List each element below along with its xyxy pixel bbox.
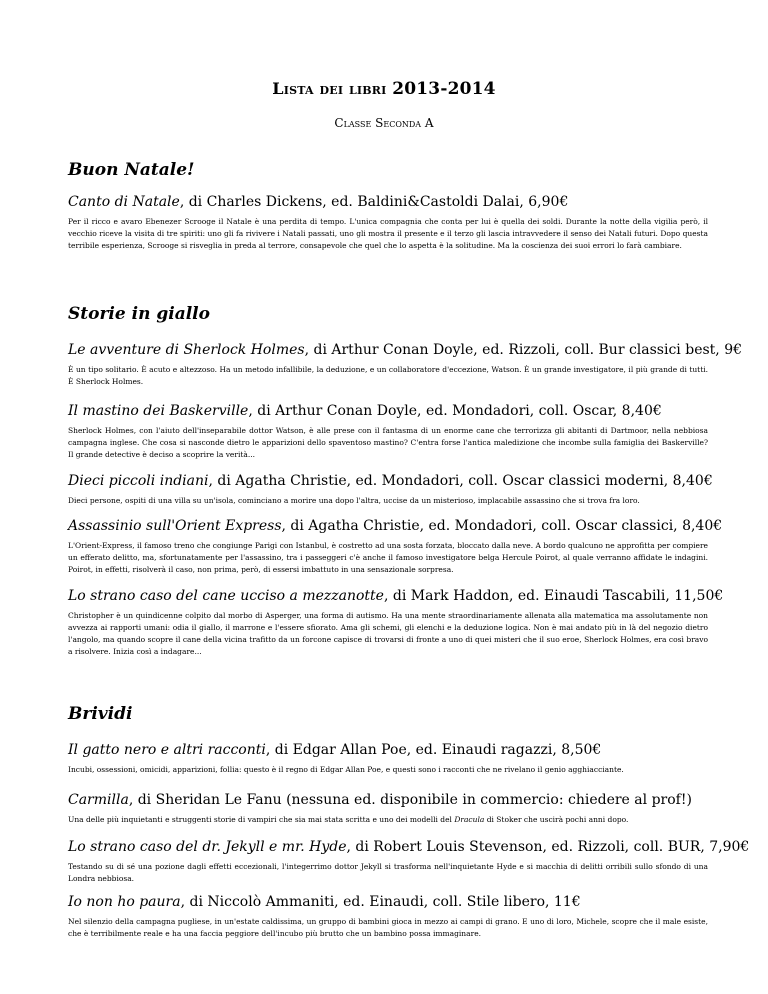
book-details: , di Robert Louis Stevenson, ed. Rizzoli, coll. BUR, 7,90€ xyxy=(346,839,750,855)
book-title-line xyxy=(68,193,708,211)
document-title xyxy=(0,79,768,99)
section-heading-storie-in-giallo: Storie in giallo xyxy=(68,304,210,324)
book-title: Carmilla xyxy=(68,792,129,808)
book-entry xyxy=(68,402,708,461)
book-details: , di Charles Dickens, ed. Baldini&Castoldi Dalai, 6,90€ xyxy=(179,194,569,210)
document-subtitle: Classe Seconda A xyxy=(334,116,434,130)
book-title-line xyxy=(68,741,708,759)
book-description: Christopher è un quindicenne colpito dal morbo di Asperger, una forma di autismo. Ha una mente straordinariamente allenata alla matematica ma assolutamente non avvezza ai rapporti umani: odia il giallo, il marrone e l'essere sfiorato. Ama gli schemi, gli elenchi e la deduzione logica. Non è mai andato più in là del negozio dietro l'angolo, ma quando scopre il cane della vicina trafitto da un forcone capisce di trovarsi di fronte a uno di quei misteri che il suo eroe, Sherlock Holmes, era così bravo a risolvere. Inizia così a indagare... xyxy=(68,611,708,656)
book-entry xyxy=(68,341,743,388)
book-entry xyxy=(68,893,708,940)
book-description: Sherlock Holmes, con l'aiuto dell'inseparabile dottor Watson, è alle prese con il fantasma di un enorme cane che terrorizza gli abitanti di Dartmoor, nella nebbiosa campagna inglese. Che cosa si nasconde dietro le apparizioni dello spaventoso mastino? C'entra forse l'antica maledizione che incombe sulla famiglia dei Baskerville? Il grande detective è deciso a scoprire la verità... xyxy=(68,426,708,459)
book-description: Incubi, ossessioni, omicidi, apparizioni, follia: questo è il regno di Edgar Allan Poe, e questi sono i racconti che ne rivelano il genio agghiacciante. xyxy=(68,765,624,774)
book-title-line xyxy=(68,838,750,856)
book-title-line xyxy=(68,472,713,490)
book-title-line xyxy=(68,402,708,420)
book-title: Lo strano caso del cane ucciso a mezzanotte xyxy=(68,588,384,604)
book-entry xyxy=(68,472,713,507)
book-description: Dieci persone, ospiti di una villa su un'isola, cominciano a morire una dopo l'altra, uccise da un misterioso, implacabile assassino che si trova fra loro. xyxy=(68,496,640,505)
book-entry xyxy=(68,791,708,826)
book-entry xyxy=(68,193,708,252)
document-title-text: Lista dei libri xyxy=(272,79,387,98)
book-title: Assassinio sull'Orient Express xyxy=(68,518,282,534)
book-details: , di Edgar Allan Poe, ed. Einaudi ragazzi, 8,50€ xyxy=(265,742,602,758)
book-title: Io non ho paura xyxy=(68,894,181,910)
book-details: , di Niccolò Ammaniti, ed. Einaudi, coll. Stile libero, 11€ xyxy=(180,894,581,910)
book-details: , di Arthur Conan Doyle, ed. Mondadori, coll. Oscar, 8,40€ xyxy=(248,403,662,419)
section-heading-buon-natale: Buon Natale! xyxy=(68,160,195,180)
book-description-text: di Stoker che uscirà pochi anni dopo. xyxy=(484,815,629,824)
book-title: Dieci piccoli indiani xyxy=(68,473,209,489)
book-title-line xyxy=(68,341,743,359)
book-description xyxy=(68,814,708,826)
book-entry xyxy=(68,741,708,776)
book-title: Il mastino dei Baskerville xyxy=(68,403,249,419)
book-title: Il gatto nero e altri racconti xyxy=(68,742,266,758)
book-description-text: Una delle più inquietanti e struggenti storie di vampiri che sia mai stata scritta e uno dei modelli del xyxy=(68,815,455,824)
book-description: Per il ricco e avaro Ebenezer Scrooge il Natale è una perdita di tempo. L'unica compagnia che conta per lui è quella dei soldi. Durante la notte della vigilia però, il vecchio riceve la visita di tre spiriti: uno gli fa rivivere i Natali passati, uno gli mostra il presente e il terzo gli lascia intravvedere il senso dei Natali futuri. Dopo questa terribile esperienza, Scrooge si risveglia in preda al terrore, consapevole che quel che lo aspetta è la solitudine. Ma la coscienza dei suoi errori lo farà cambiare. xyxy=(68,217,708,250)
book-entry xyxy=(68,838,750,885)
book-details: , di Agatha Christie, ed. Mondadori, coll. Oscar classici, 8,40€ xyxy=(281,518,723,534)
book-title-line xyxy=(68,517,723,535)
book-description-emphasis: Dracula xyxy=(454,815,485,824)
book-title: Lo strano caso del dr. Jekyll e mr. Hyde xyxy=(68,839,347,855)
book-description: L'Orient-Express, il famoso treno che congiunge Parigi con Istanbul, è costretto ad una sosta forzata, bloccato dalla neve. A bordo qualcuno ne approfitta per compiere un efferato delitto, ma, sfortunatamente per l'assassino, tra i passeggeri c'è anche il famoso investigatore belga Hercule Poirot, al quale verranno affidate le indagini. Poirot, in effetti, risolverà il caso, non prima, però, di essersi imbattuto in una sensazionale sorpresa. xyxy=(68,541,708,574)
book-title-line xyxy=(68,893,708,911)
book-details: , di Arthur Conan Doyle, ed. Rizzoli, coll. Bur classici best, 9€ xyxy=(304,342,743,358)
book-details: , di Agatha Christie, ed. Mondadori, coll. Oscar classici moderni, 8,40€ xyxy=(208,473,713,489)
book-description: Nel silenzio della campagna pugliese, in un'estate caldissima, un gruppo di bambini gioca in mezzo ai campi di grano. E uno di loro, Michele, scopre che il male esiste, che è terribilmente reale e ha una faccia peggiore dell'incubo più brutto che un bambino possa immaginare. xyxy=(68,917,708,938)
book-entry xyxy=(68,517,723,576)
book-description: È un tipo solitario. È acuto e altezzoso. Ha un metodo infallibile, la deduzione, e un collaboratore d'eccezione, Watson. È un grande investigatore, il più grande di tutti. È Sherlock Holmes. xyxy=(68,365,708,386)
section-heading-brividi: Brividi xyxy=(68,704,133,724)
book-title: Le avventure di Sherlock Holmes xyxy=(68,342,305,358)
book-description: Testando su di sé una pozione dagli effetti eccezionali, l'integerrimo dottor Jekyll si trasforma nell'inquietante Hyde e si macchia di delitti orribili sullo sfondo di una Londra nebbiosa. xyxy=(68,862,708,883)
book-title-line xyxy=(68,587,724,605)
book-details: , di Mark Haddon, ed. Einaudi Tascabili, 11,50€ xyxy=(383,588,724,604)
document-title-year: 2013-2014 xyxy=(392,79,496,99)
book-title-line xyxy=(68,791,708,809)
book-entry xyxy=(68,587,724,658)
book-details: , di Sheridan Le Fanu (nessuna ed. disponibile in commercio: chiedere al prof!) xyxy=(128,792,692,808)
book-title: Canto di Natale xyxy=(68,194,180,210)
